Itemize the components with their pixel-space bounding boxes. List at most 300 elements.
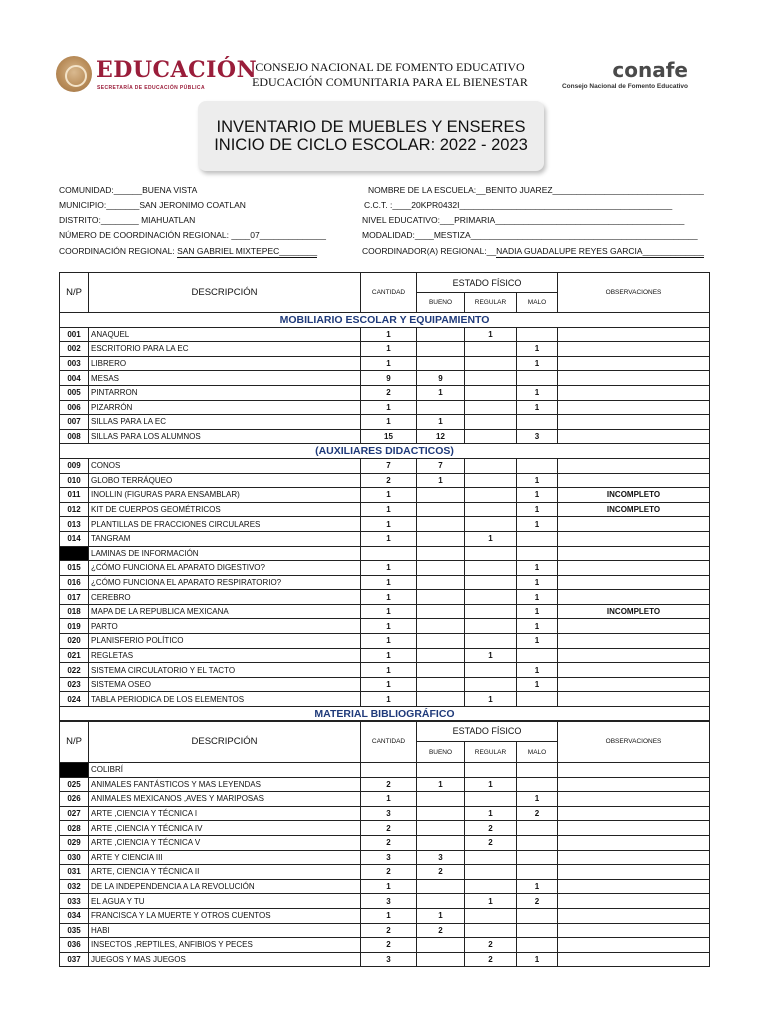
row-cantidad: 1: [361, 634, 417, 649]
header-observaciones: OBSERVACIONES: [558, 273, 710, 313]
row-observaciones: [558, 850, 710, 865]
row-observaciones: [558, 531, 710, 546]
row-description: CONOS: [89, 458, 361, 473]
row-regular: [465, 385, 517, 400]
row-malo: 1: [517, 619, 558, 634]
table-row: [60, 517, 710, 532]
row-observaciones: [558, 356, 710, 371]
field-nivel-educativo: [362, 215, 684, 226]
row-observaciones: [558, 619, 710, 634]
row-malo: 1: [517, 792, 558, 807]
row-bueno: [417, 952, 465, 967]
row-bueno: 1: [417, 908, 465, 923]
row-malo: [517, 546, 558, 561]
row-description: ARTE, CIENCIA Y TÉCNICA II: [89, 865, 361, 880]
header-bueno-2: BUENO: [417, 742, 465, 763]
table-row: [60, 531, 710, 546]
row-bueno: 12: [417, 429, 465, 444]
row-bueno: [417, 938, 465, 953]
row-malo: 1: [517, 502, 558, 517]
table-row: [60, 865, 710, 880]
row-malo: [517, 908, 558, 923]
header-estado-fisico-2: ESTADO FÍSICO: [417, 721, 558, 742]
row-description: ANIMALES FANTÁSTICOS Y MAS LEYENDAS: [89, 777, 361, 792]
row-description: ¿CÓMO FUNCIONA EL APARATO RESPIRATORIO?: [89, 575, 361, 590]
row-observaciones: [558, 835, 710, 850]
header-line-2: EDUCACIÓN COMUNITARIA PARA EL BIENESTAR: [252, 75, 528, 89]
table-row: [60, 488, 710, 503]
row-np: 009: [60, 458, 89, 473]
table-row: [60, 763, 710, 778]
row-description: SISTEMA OSEO: [89, 677, 361, 692]
field-numero-coordinacion-value: 07______________: [250, 230, 326, 240]
row-cantidad: 1: [361, 342, 417, 357]
row-bueno: [417, 821, 465, 836]
row-regular: 1: [465, 327, 517, 342]
row-cantidad: 1: [361, 590, 417, 605]
row-description: ANAQUEL: [89, 327, 361, 342]
row-observaciones: [558, 458, 710, 473]
row-regular: [465, 634, 517, 649]
row-description: PIZARRÓN: [89, 400, 361, 415]
row-cantidad: 1: [361, 561, 417, 576]
row-malo: [517, 821, 558, 836]
row-description: PARTO: [89, 619, 361, 634]
row-malo: [517, 415, 558, 430]
field-numero-coordinacion: [59, 230, 326, 241]
row-cantidad: 1: [361, 327, 417, 342]
row-bueno: 1: [417, 385, 465, 400]
field-distrito: [59, 215, 195, 226]
header-descripcion: DESCRIPCIÓN: [89, 273, 361, 313]
table-row: [60, 648, 710, 663]
row-observaciones: [558, 429, 710, 444]
educacion-logo-text: EDUCACIÓN: [96, 57, 258, 83]
table-row: [60, 821, 710, 836]
row-np: [60, 763, 89, 778]
row-bueno: [417, 634, 465, 649]
row-np: 022: [60, 663, 89, 678]
table-row: [60, 561, 710, 576]
row-bueno: 1: [417, 777, 465, 792]
header-np-2: N/P: [60, 721, 89, 763]
row-malo: [517, 777, 558, 792]
inventory-table-2: [59, 720, 710, 967]
row-cantidad: 3: [361, 894, 417, 909]
section-mobiliario-row: [60, 313, 710, 328]
row-regular: 2: [465, 821, 517, 836]
field-nivel-educativo-label: NIVEL EDUCATIVO:___: [362, 215, 455, 225]
field-municipio: [59, 200, 246, 211]
table-row: [60, 575, 710, 590]
row-bueno: [417, 356, 465, 371]
row-observaciones: [558, 575, 710, 590]
field-comunidad-value: BUENA VISTA: [142, 185, 198, 195]
field-modalidad: [362, 230, 698, 241]
table-row: [60, 415, 710, 430]
row-cantidad: 2: [361, 938, 417, 953]
field-cct-value: 20KPR0432I_____________________________________________: [411, 200, 673, 210]
field-modalidad-value: MESTIZA________________________________________________: [433, 230, 698, 240]
row-regular: 1: [465, 894, 517, 909]
row-malo: 1: [517, 488, 558, 503]
row-cantidad: 1: [361, 792, 417, 807]
row-observaciones: [558, 952, 710, 967]
row-description: DE LA INDEPENDENCIA A LA REVOLUCIÓN: [89, 879, 361, 894]
row-regular: [465, 342, 517, 357]
row-np: 016: [60, 575, 89, 590]
row-observaciones: [558, 879, 710, 894]
section-material-bibliografico-row: [60, 707, 710, 722]
national-seal-icon: [56, 56, 92, 92]
row-np: 033: [60, 894, 89, 909]
row-malo: [517, 835, 558, 850]
row-bueno: [417, 879, 465, 894]
row-cantidad: 2: [361, 385, 417, 400]
row-malo: 1: [517, 575, 558, 590]
row-cantidad: 1: [361, 531, 417, 546]
row-bueno: [417, 342, 465, 357]
row-malo: 1: [517, 952, 558, 967]
row-regular: [465, 502, 517, 517]
table-row: [60, 429, 710, 444]
field-numero-coordinacion-label: NÚMERO DE COORDINACIÓN REGIONAL: ____: [59, 230, 251, 240]
row-description: PINTARRON: [89, 385, 361, 400]
row-bueno: [417, 663, 465, 678]
row-np: 002: [60, 342, 89, 357]
row-bueno: 3: [417, 850, 465, 865]
row-regular: [465, 879, 517, 894]
row-malo: 1: [517, 634, 558, 649]
row-bueno: [417, 561, 465, 576]
row-malo: 1: [517, 879, 558, 894]
table-row: [60, 400, 710, 415]
table-row: [60, 371, 710, 386]
row-np: 017: [60, 590, 89, 605]
row-np: 012: [60, 502, 89, 517]
row-cantidad: 2: [361, 777, 417, 792]
header-descripcion-2: DESCRIPCIÓN: [89, 721, 361, 763]
row-observaciones: [558, 777, 710, 792]
row-np: 018: [60, 604, 89, 619]
row-np: 020: [60, 634, 89, 649]
row-malo: [517, 763, 558, 778]
row-np: 032: [60, 879, 89, 894]
title-banner: [198, 101, 544, 171]
row-regular: [465, 677, 517, 692]
row-regular: [465, 663, 517, 678]
row-observaciones: INCOMPLETO: [558, 604, 710, 619]
title-line-1: INVENTARIO DE MUEBLES Y ENSERES: [216, 118, 526, 136]
row-observaciones: [558, 923, 710, 938]
row-np: 003: [60, 356, 89, 371]
row-np: 006: [60, 400, 89, 415]
row-cantidad: 3: [361, 952, 417, 967]
row-observaciones: [558, 894, 710, 909]
field-coordinador-regional-value: NADIA GUADALUPE REYES GARCIA_____________: [496, 246, 705, 256]
table-row: [60, 923, 710, 938]
field-nombre-escuela-value: BENITO JUAREZ________________________________: [485, 185, 704, 195]
row-observaciones: [558, 371, 710, 386]
row-bueno: [417, 835, 465, 850]
row-np: 021: [60, 648, 89, 663]
row-description: REGLETAS: [89, 648, 361, 663]
row-cantidad: 1: [361, 400, 417, 415]
row-malo: 1: [517, 385, 558, 400]
row-np: 001: [60, 327, 89, 342]
row-malo: 1: [517, 400, 558, 415]
row-observaciones: [558, 677, 710, 692]
row-np: 015: [60, 561, 89, 576]
row-malo: [517, 692, 558, 707]
row-np: 034: [60, 908, 89, 923]
table-row: [60, 835, 710, 850]
row-regular: [465, 792, 517, 807]
sep-logo-subtext: SECRETARÍA DE EDUCACIÓN PÚBLICA: [97, 85, 205, 91]
row-regular: [465, 908, 517, 923]
row-cantidad: 2: [361, 835, 417, 850]
row-bueno: [417, 517, 465, 532]
row-regular: [465, 575, 517, 590]
row-observaciones: [558, 663, 710, 678]
row-malo: 3: [517, 429, 558, 444]
header-malo-2: MALO: [517, 742, 558, 763]
row-description: ARTE ,CIENCIA Y TÉCNICA I: [89, 806, 361, 821]
header-np: N/P: [60, 273, 89, 313]
row-bueno: 1: [417, 473, 465, 488]
row-malo: [517, 938, 558, 953]
conafe-logo-subtext: Consejo Nacional de Fomento Educativo: [561, 83, 688, 90]
table-row: [60, 327, 710, 342]
row-description: INOLLIN (FIGURAS PARA ENSAMBLAR): [89, 488, 361, 503]
row-description: CEREBRO: [89, 590, 361, 605]
row-regular: [465, 400, 517, 415]
table-row: [60, 894, 710, 909]
table-row: [60, 619, 710, 634]
row-np: 029: [60, 835, 89, 850]
row-regular: 1: [465, 806, 517, 821]
row-description: INSECTOS ,REPTILES, ANFIBIOS Y PECES: [89, 938, 361, 953]
row-regular: [465, 517, 517, 532]
section-mobiliario-title: MOBILIARIO ESCOLAR Y EQUIPAMIENTO: [60, 313, 710, 328]
table-row: [60, 546, 710, 561]
row-np: 007: [60, 415, 89, 430]
row-description: KIT DE CUERPOS GEOMÉTRICOS: [89, 502, 361, 517]
row-observaciones: [558, 327, 710, 342]
row-cantidad: 1: [361, 415, 417, 430]
row-observaciones: INCOMPLETO: [558, 502, 710, 517]
row-observaciones: [558, 400, 710, 415]
row-np: 031: [60, 865, 89, 880]
row-regular: [465, 561, 517, 576]
row-description: FRANCISCA Y LA MUERTE Y OTROS CUENTOS: [89, 908, 361, 923]
row-bueno: [417, 327, 465, 342]
field-coordinador-regional-label: COORDINADOR(A) REGIONAL:__: [362, 246, 497, 256]
row-cantidad: [361, 763, 417, 778]
header-observaciones-2: OBSERVACIONES: [558, 721, 710, 763]
row-observaciones: [558, 342, 710, 357]
row-description: SISTEMA CIRCULATORIO Y EL TACTO: [89, 663, 361, 678]
row-malo: [517, 865, 558, 880]
row-regular: 2: [465, 835, 517, 850]
row-regular: 1: [465, 777, 517, 792]
row-cantidad: 2: [361, 473, 417, 488]
table-row: [60, 356, 710, 371]
row-description: ARTE ,CIENCIA Y TÉCNICA IV: [89, 821, 361, 836]
field-cct-label: C.C.T. :____: [364, 200, 412, 210]
row-regular: [465, 458, 517, 473]
row-cantidad: 1: [361, 619, 417, 634]
row-cantidad: [361, 546, 417, 561]
row-bueno: 2: [417, 865, 465, 880]
row-observaciones: [558, 792, 710, 807]
row-observaciones: [558, 821, 710, 836]
row-malo: [517, 648, 558, 663]
row-cantidad: 1: [361, 692, 417, 707]
row-regular: [465, 356, 517, 371]
row-regular: 1: [465, 648, 517, 663]
row-cantidad: 1: [361, 879, 417, 894]
row-observaciones: [558, 385, 710, 400]
header-bueno: BUENO: [417, 293, 465, 313]
header-estado-fisico: ESTADO FÍSICO: [417, 273, 558, 293]
row-cantidad: 1: [361, 356, 417, 371]
row-observaciones: INCOMPLETO: [558, 488, 710, 503]
row-bueno: [417, 692, 465, 707]
row-bueno: [417, 763, 465, 778]
row-malo: 1: [517, 356, 558, 371]
table-row: [60, 692, 710, 707]
row-cantidad: 15: [361, 429, 417, 444]
section-auxiliares-title: (AUXILIARES DIDACTICOS): [60, 444, 710, 459]
field-nombre-escuela-label: NOMBRE DE LA ESCUELA:__: [368, 185, 486, 195]
row-bueno: [417, 488, 465, 503]
row-bueno: [417, 792, 465, 807]
row-cantidad: 1: [361, 648, 417, 663]
row-regular: [465, 415, 517, 430]
field-coordinacion-regional: [59, 246, 317, 258]
row-cantidad: 7: [361, 458, 417, 473]
table-row: [60, 663, 710, 678]
row-description: SILLAS PARA LOS ALUMNOS: [89, 429, 361, 444]
row-description: TABLA PERIODICA DE LOS ELEMENTOS: [89, 692, 361, 707]
row-malo: 1: [517, 342, 558, 357]
conafe-logo: [561, 58, 706, 98]
table-row: [60, 952, 710, 967]
row-malo: [517, 531, 558, 546]
field-coordinador-regional: [362, 246, 704, 258]
row-observaciones: [558, 806, 710, 821]
row-np: 037: [60, 952, 89, 967]
row-description: ARTE ,CIENCIA Y TÉCNICA V: [89, 835, 361, 850]
row-regular: [465, 473, 517, 488]
row-description: MESAS: [89, 371, 361, 386]
row-malo: [517, 371, 558, 386]
row-np: 035: [60, 923, 89, 938]
row-cantidad: 2: [361, 865, 417, 880]
table-row: [60, 473, 710, 488]
row-regular: [465, 371, 517, 386]
row-np: 010: [60, 473, 89, 488]
row-bueno: [417, 894, 465, 909]
educacion-logo: [56, 54, 258, 102]
field-municipio-label: MUNICIPIO:_______: [59, 200, 140, 210]
row-bueno: [417, 502, 465, 517]
table-row: [60, 777, 710, 792]
row-regular: [465, 850, 517, 865]
header-institution: [240, 60, 540, 90]
row-malo: 1: [517, 473, 558, 488]
row-cantidad: 2: [361, 923, 417, 938]
field-coordinacion-regional-value: SAN GABRIEL MIXTEPEC________: [177, 246, 318, 256]
field-distrito-value: MIAHUATLAN: [138, 215, 196, 225]
row-description: LIBRERO: [89, 356, 361, 371]
table-row: [60, 677, 710, 692]
row-malo: [517, 458, 558, 473]
row-malo: [517, 923, 558, 938]
row-cantidad: 1: [361, 517, 417, 532]
row-bueno: [417, 806, 465, 821]
row-cantidad: 1: [361, 575, 417, 590]
row-bueno: [417, 575, 465, 590]
row-regular: [465, 429, 517, 444]
row-description: ARTE Y CIENCIA III: [89, 850, 361, 865]
row-bueno: [417, 648, 465, 663]
row-regular: 2: [465, 938, 517, 953]
row-bueno: 2: [417, 923, 465, 938]
row-observaciones: [558, 546, 710, 561]
row-malo: 1: [517, 663, 558, 678]
row-description: ANIMALES MEXICANOS ,AVES Y MARIPOSAS: [89, 792, 361, 807]
field-coordinacion-regional-label: COORDINACIÓN REGIONAL:: [59, 246, 178, 256]
row-regular: [465, 865, 517, 880]
row-regular: [465, 590, 517, 605]
row-np: 014: [60, 531, 89, 546]
table-row: [60, 590, 710, 605]
header-cantidad: CANTIDAD: [361, 273, 417, 313]
row-regular: 2: [465, 952, 517, 967]
row-regular: [465, 546, 517, 561]
field-distrito-label: DISTRITO:________: [59, 215, 139, 225]
row-regular: [465, 923, 517, 938]
row-cantidad: 1: [361, 677, 417, 692]
row-cantidad: 3: [361, 850, 417, 865]
table-row: [60, 938, 710, 953]
title-line-2: INICIO DE CICLO ESCOLAR: 2022 - 2023: [214, 136, 528, 154]
row-description: EL AGUA Y TU: [89, 894, 361, 909]
header-cantidad-2: CANTIDAD: [361, 721, 417, 763]
row-bueno: 9: [417, 371, 465, 386]
field-comunidad: [59, 185, 197, 196]
row-bueno: [417, 604, 465, 619]
field-nivel-educativo-value: PRIMARIA________________________________________: [454, 215, 685, 225]
row-np: [60, 546, 89, 561]
row-observaciones: [558, 865, 710, 880]
table-row: [60, 879, 710, 894]
row-np: 008: [60, 429, 89, 444]
row-observaciones: [558, 473, 710, 488]
row-description: ¿CÓMO FUNCIONA EL APARATO DIGESTIVO?: [89, 561, 361, 576]
table-row: [60, 850, 710, 865]
field-modalidad-label: MODALIDAD:____: [362, 230, 434, 240]
header-regular: REGULAR: [465, 293, 517, 313]
row-description: TANGRAM: [89, 531, 361, 546]
table-row: [60, 792, 710, 807]
row-bueno: [417, 590, 465, 605]
row-regular: 1: [465, 692, 517, 707]
row-regular: [465, 763, 517, 778]
table-row: [60, 634, 710, 649]
